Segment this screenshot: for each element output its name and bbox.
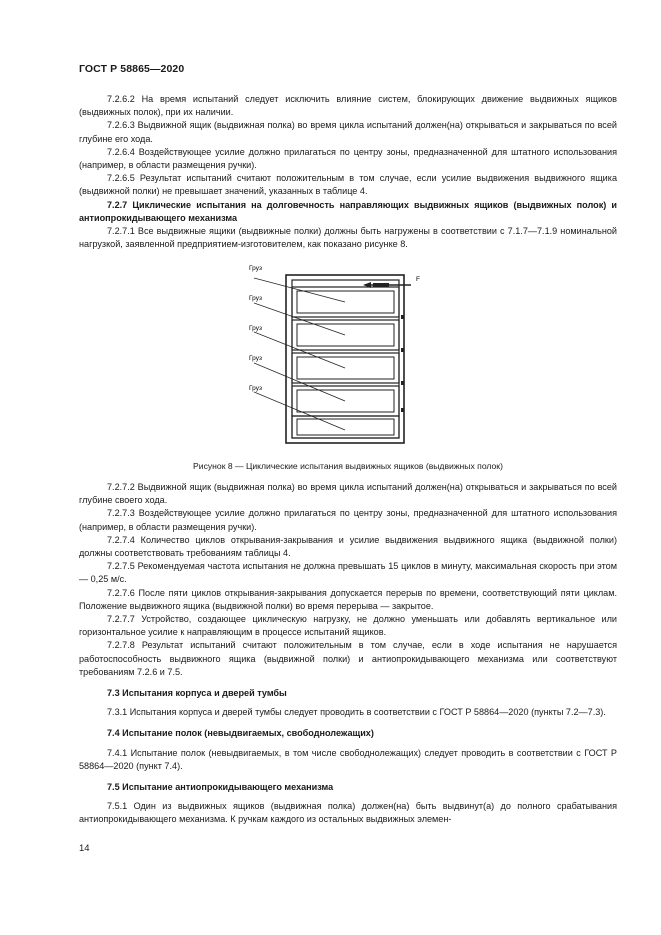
- latch-mark: [401, 315, 404, 319]
- drawer-2: [254, 303, 399, 350]
- load-label: Груз: [249, 295, 262, 302]
- drawer-5: [254, 392, 399, 438]
- section-heading-73: 7.3 Испытания корпуса и дверей тумбы: [107, 688, 287, 699]
- section-heading-74: 7.4 Испытание полок (невыдвигаемых, свободнолежащих): [107, 728, 374, 739]
- load-label: Груз: [249, 355, 262, 362]
- cabinet-outline: [286, 275, 404, 443]
- paragraph-751: 7.5.1 Один из выдвижных ящиков (выдвижная полка) должен(на) быть выдвинут(а) до полного срабатывания антиопрокидывающего механизма. К ручкам каждого из остальных выдвижных элемен-: [79, 801, 617, 825]
- drawer-4: [254, 363, 399, 416]
- paragraph-7263: 7.2.6.3 Выдвижной ящик (выдвижная полка) во время цикла испытаний должен(на) открываться и закрываться по всей глубине его хода.: [79, 120, 617, 144]
- latch-mark: [401, 408, 404, 412]
- paragraph-7262: 7.2.6.2 На время испытаний следует исключить влияние систем, блокирующих движение выдвижных ящиков (выдвижных полок), при их наличии.: [79, 94, 617, 118]
- bottom-text-block: [79, 481, 617, 827]
- latch-mark: [401, 348, 404, 352]
- figure-caption: Рисунок 8 — Циклические испытания выдвижных ящиков (выдвижных полок): [193, 461, 503, 471]
- load-label: Груз: [249, 325, 262, 332]
- paragraph-7278: 7.2.7.8 Результат испытаний считают положительным в том случае, если в ходе испытания не нарушается работоспособность выдвижного ящика (выдвижной полки) и антиопрокидывающего механизма или соответствуют требованиям 7.2.6 и 7.5.: [79, 640, 617, 677]
- paragraph-7276: 7.2.7.6 После пяти циклов открывания-закрывания допускается перерыв по времени, соответствующий пяти циклам. Положение выдвижного ящика (выдвижной полки) во время перерыва — закрытое.: [79, 587, 617, 611]
- document-header: ГОСТ Р 58865—2020: [79, 63, 185, 75]
- force-arrow-bar: [373, 283, 389, 287]
- paragraph-741: 7.4.1 Испытание полок (невыдвигаемых, в том числе свободнолежащих) следует проводить в соответствии с ГОСТ Р 58864—2020 (пункт 7.4).: [79, 747, 617, 771]
- paragraph-7271: 7.2.7.1 Все выдвижные ящики (выдвижные полки) должны быть нагружены в соответствии с 7.1.7—7.1.9 номинальной нагрузкой, заявленной предприятием-изготовителем, как показано рисунке 8.: [79, 226, 617, 250]
- figure-8-diagram: [225, 260, 425, 450]
- paragraph-7277: 7.2.7.7 Устройство, создающее циклическую нагрузку, не должно уменьшать или добавлять вертикальное или горизонтальное усилие к направляющим в процессе испытаний ящиков.: [79, 614, 617, 638]
- section-heading-727: 7.2.7 Циклические испытания на долговечность направляющих выдвижных ящиков (выдвижных полок) и антиопрокидывающего механизма: [79, 199, 617, 223]
- load-label: Груз: [249, 265, 262, 272]
- paragraph-7272: 7.2.7.2 Выдвижной ящик (выдвижная полка) во время цикла испытаний должен(на) открываться и закрываться по всей глубине своего хода.: [79, 482, 617, 506]
- force-label: F: [416, 276, 420, 283]
- paragraph-7274: 7.2.7.4 Количество циклов открывания-закрывания и усилие выдвижения выдвижного ящика (выдвижной полки) должны соответствовать требованиям таблицы 4.: [79, 534, 617, 559]
- section-heading-75: 7.5 Испытание антиопрокидывающего механизма: [107, 782, 334, 793]
- load-label: Груз: [249, 385, 262, 392]
- page-number: 14: [79, 843, 90, 854]
- paragraph-731: 7.3.1 Испытания корпуса и дверей тумбы следует проводить в соответствии с ГОСТ Р 58864—2020 (пункты 7.2—7.3).: [107, 707, 606, 718]
- paragraph-7273: 7.2.7.3 Воздействующее усилие должно прилагаться по центру зоны, предназначенной для штатного использования (например, в области размещения ручки).: [79, 508, 617, 532]
- paragraph-7264: 7.2.6.4 Воздействующее усилие должно прилагаться по центру зоны, предназначенной для штатного использования (например, в области размещения ручки).: [79, 146, 617, 171]
- paragraph-7275: 7.2.7.5 Рекомендуемая частота испытания не должна превышать 15 циклов в минуту, максимальная скорость при этом — 0,25 м/с.: [79, 561, 617, 585]
- top-text-block: [79, 93, 617, 251]
- latch-mark: [401, 381, 404, 385]
- drawer-3: [254, 332, 399, 383]
- paragraph-7265: 7.2.6.5 Результат испытаний считают положительным в том случае, если усилие выдвижения выдвижного ящика (выдвижной полки) не превышает значений, указанных в таблице 4.: [79, 173, 617, 197]
